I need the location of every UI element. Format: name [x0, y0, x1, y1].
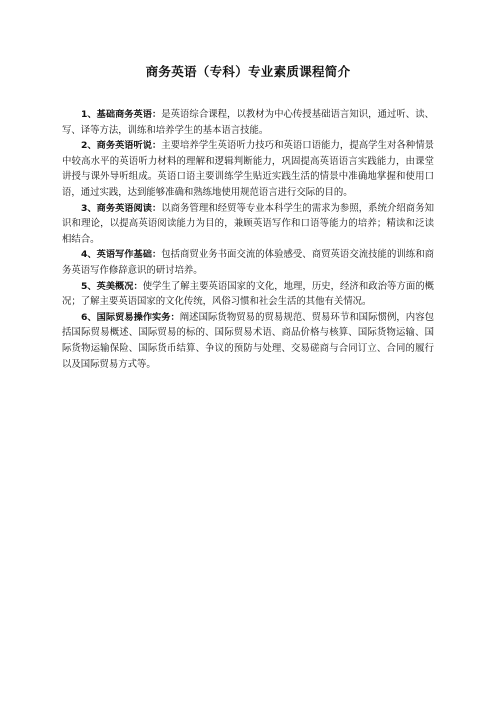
course-heading: 5、英美概况：: [81, 280, 143, 292]
course-item-listening-speaking: [62, 138, 434, 200]
course-description: 阐述国际货物贸易的贸易规范、贸易环节和国际惯例，内容包括国际贸易概述、国际贸易的标的、国际贸易术语、商品价格与核算、国际货物运输、国际货物运输保险、国际货币结算、争议的预防与处理、交易磋商与合同订立、合同的履行以及国际贸易方式等。: [62, 311, 434, 370]
course-heading: 4、英语写作基础：: [81, 249, 162, 261]
course-item-uk-us-overview: [62, 279, 434, 310]
course-description: 以商务管理和经贸等专业本科学生的需求为参照，系统介绍商务知识和理论，以提高英语阅读能力为目的，兼顾英语写作和口语等能力的培养；精读和泛读相结合。: [62, 202, 434, 245]
document-title: 商务英语（专科）专业素质课程简介: [145, 64, 351, 79]
course-heading: 2、商务英语听说：: [81, 140, 162, 152]
course-description: 包括商贸业务书面交流的体验感受、商贸英语交流技能的训练和商务英语写作修辞意识的研讨培养。: [62, 249, 434, 276]
course-description: 主要培养学生英语听力技巧和英语口语能力，提高学生对各种情景中较高水平的英语听力材料的理解和逻辑判断能力，巩固提高英语语言实践能力，由课堂讲授与课外导听组成。英语口语主要训练学生贴近实践生活的情景中准确地掌握和使用口语，通过实践，达到能够准确和熟练地使用规范语言进行交际的目的。: [62, 140, 434, 198]
course-description: 是英语综合课程，以教材为中心传授基础语言知识，通过听、读、写、译等方法，训练和培养学生的基本语言技能。: [62, 109, 434, 136]
course-heading: 3、商务英语阅读：: [81, 202, 162, 214]
course-heading: 1、基础商务英语：: [81, 109, 162, 120]
course-heading: 6、国际贸易操作实务：: [81, 311, 180, 323]
course-item-international-trade: [62, 310, 434, 372]
course-item-reading: [62, 201, 434, 248]
course-list: [62, 107, 434, 372]
course-description: 使学生了解主要英语国家的文化，地理，历史，经济和政治等方面的概况；了解主要英语国家的文化传统，风俗习惯和社会生活的其他有关情况。: [62, 280, 434, 308]
course-item-writing: [62, 247, 434, 278]
course-item-basic-business-english: [62, 107, 434, 138]
